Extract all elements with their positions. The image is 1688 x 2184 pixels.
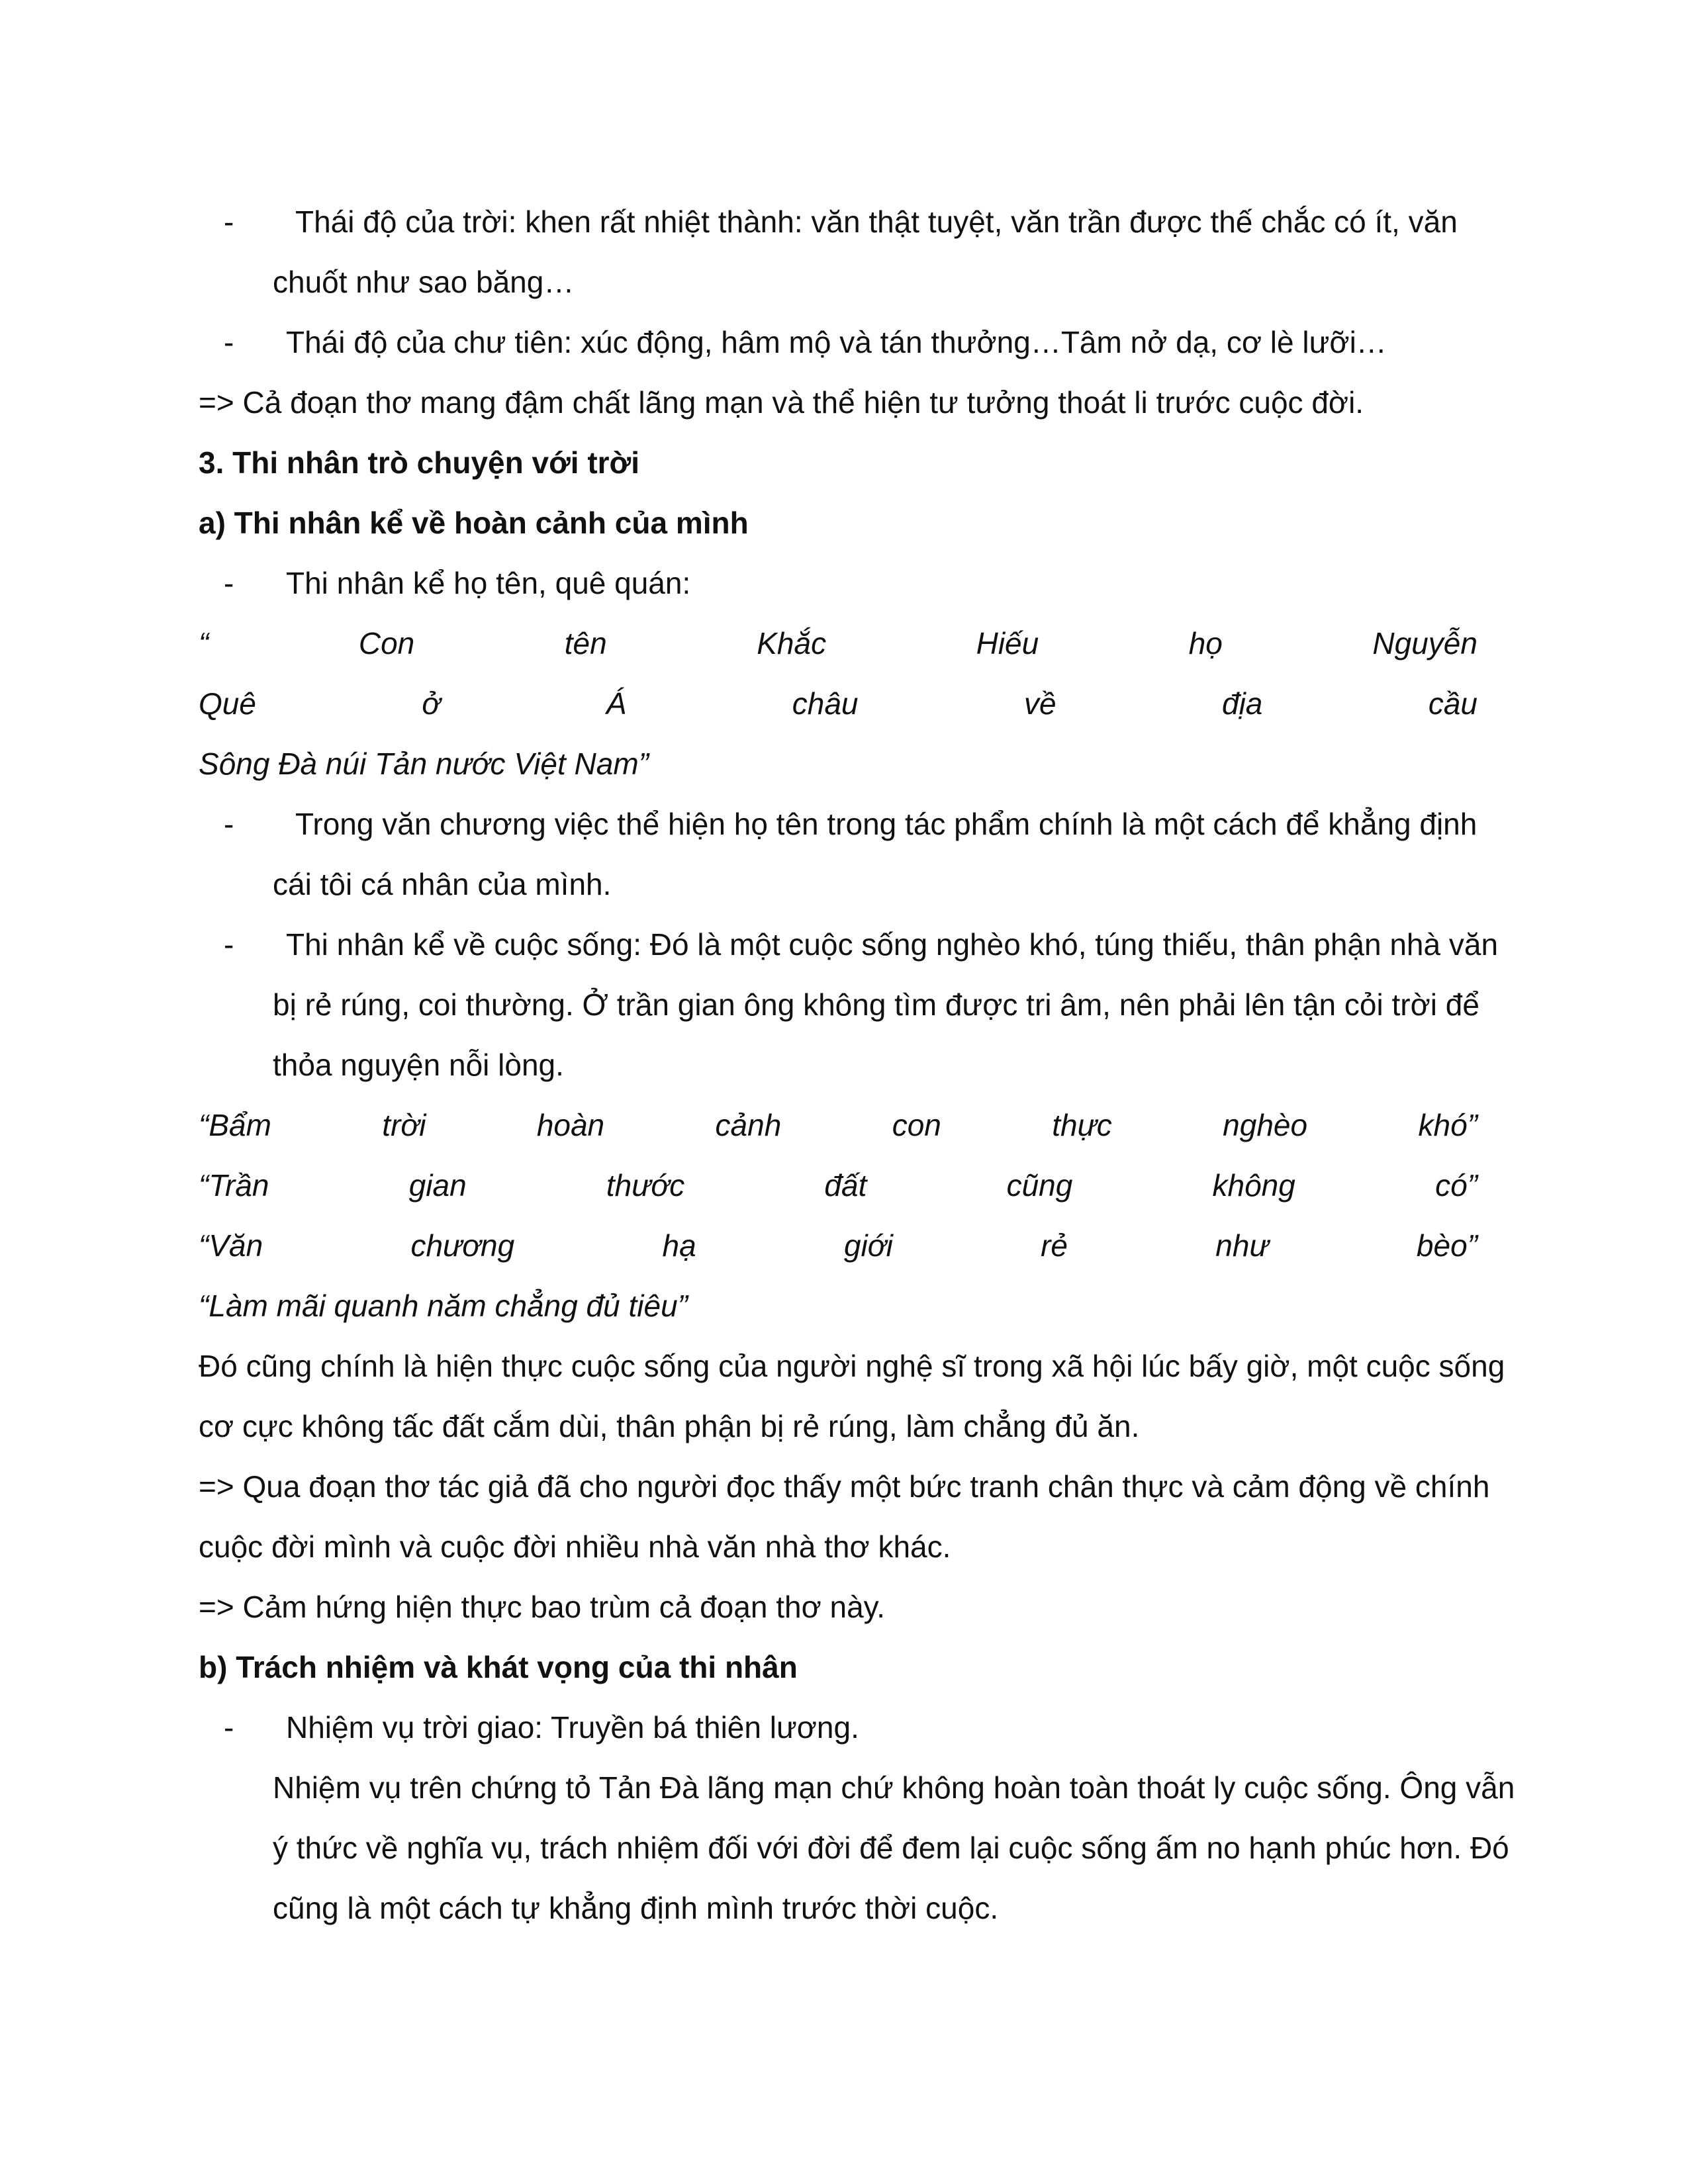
poem-word: chương xyxy=(410,1228,515,1263)
poem-word: gian xyxy=(408,1168,467,1203)
poem-word: trời xyxy=(382,1108,426,1142)
subsection-heading: b) Trách nhiệm và khát vọng của thi nhân xyxy=(199,1650,798,1684)
poem-word: đất xyxy=(824,1168,867,1203)
bullet-item xyxy=(199,1698,1477,1758)
poem-line: Sông Đà núi Tản nước Việt Nam” xyxy=(199,747,649,781)
bullet-dash: - xyxy=(224,205,234,239)
bullet-item xyxy=(199,553,1477,614)
bullet-item xyxy=(199,192,1477,252)
paragraph-line: ý thức về nghĩa vụ, trách nhiệm đối với đời để đem lại cuộc sống ấm no hạnh phúc hơn. Đó xyxy=(273,1831,1509,1865)
poem-word: Nguyễn xyxy=(1372,626,1477,660)
bullet-item xyxy=(199,312,1477,373)
poem-line xyxy=(199,674,1477,734)
poem-line xyxy=(199,1216,1477,1276)
conclusion-text: cuộc đời mình và cuộc đời nhiều nhà văn nhà thơ khác. xyxy=(199,1529,951,1564)
poem-line: “Làm mãi quanh năm chẳng đủ tiêu” xyxy=(199,1289,688,1323)
poem-word: về xyxy=(1023,686,1056,721)
paragraph-line: Đó cũng chính là hiện thực cuộc sống của người nghệ sĩ trong xã hội lúc bấy giờ, một cuộc sống xyxy=(199,1349,1505,1383)
poem-word: Á xyxy=(606,686,627,721)
poem-word: Quê xyxy=(199,686,256,721)
poem-word: cũng xyxy=(1006,1168,1073,1203)
poem-word: hoàn xyxy=(536,1108,605,1142)
poem-word: bèo” xyxy=(1416,1228,1477,1263)
poem-word: như xyxy=(1215,1228,1269,1263)
bullet-text: Thái độ của chư tiên: xúc động, hâm mộ và tán thưởng…Tâm nở dạ, cơ lè lưỡi… xyxy=(286,325,1387,359)
poem-word: Hiếu xyxy=(976,626,1039,660)
poem-word: “Trần xyxy=(199,1168,269,1203)
bullet-text-line: Thái độ của trời: khen rất nhiệt thành: văn thật tuyệt, văn trần được thế chắc có ít, văn xyxy=(295,205,1458,239)
bullet-text: Nhiệm vụ trời giao: Truyền bá thiên lương. xyxy=(286,1710,859,1745)
poem-word: cầu xyxy=(1428,686,1477,721)
bullet-dash: - xyxy=(224,1710,234,1745)
bullet-continuation: thỏa nguyện nỗi lòng. xyxy=(273,1048,564,1082)
paragraph-line: cũng là một cách tự khẳng định mình trước thời cuộc. xyxy=(273,1891,999,1925)
poem-word: con xyxy=(892,1108,941,1142)
bullet-dash: - xyxy=(224,807,234,841)
subsection-heading: a) Thi nhân kể về hoàn cảnh của mình xyxy=(199,506,749,540)
poem-word: nghèo xyxy=(1223,1108,1308,1142)
bullet-dash: - xyxy=(224,325,234,359)
poem-word: không xyxy=(1212,1168,1295,1203)
poem-word: “Bẩm xyxy=(199,1108,271,1142)
bullet-text: Trong văn chương việc thể hiện họ tên trong tác phẩm chính là một cách để khẳng định xyxy=(295,807,1477,841)
poem-word: “ xyxy=(199,626,209,660)
poem-word: giới xyxy=(843,1228,893,1263)
poem-word: rẻ xyxy=(1041,1228,1068,1263)
bullet-item xyxy=(199,915,1499,975)
poem-word: ở xyxy=(422,686,441,721)
poem-line xyxy=(199,1156,1477,1216)
bullet-text: Thi nhân kể họ tên, quê quán: xyxy=(286,566,691,600)
poem-line xyxy=(199,614,1477,674)
bullet-continuation: cái tôi cá nhân của mình. xyxy=(273,867,612,901)
poem-word: có” xyxy=(1435,1168,1477,1203)
poem-word: châu xyxy=(792,686,859,721)
poem-word: họ xyxy=(1188,626,1223,660)
document-page xyxy=(199,192,1515,1938)
poem-word: tên xyxy=(564,626,607,660)
poem-line xyxy=(199,1095,1477,1156)
section-heading: 3. Thi nhân trò chuyện với trời xyxy=(199,445,640,480)
bullet-text xyxy=(295,192,1477,252)
bullet-text: Thi nhân kể về cuộc sống: Đó là một cuộc sống nghèo khó, túng thiếu, thân phận nhà văn xyxy=(286,927,1499,962)
conclusion-text: => Cảm hứng hiện thực bao trùm cả đoạn thơ này. xyxy=(199,1590,886,1624)
bullet-continuation: bị rẻ rúng, coi thường. Ở trần gian ông không tìm được tri âm, nên phải lên tận cỏi trời để xyxy=(273,987,1479,1022)
conclusion-text: => Cả đoạn thơ mang đậm chất lãng mạn và thể hiện tư tưởng thoát li trước cuộc đời. xyxy=(199,385,1364,420)
poem-word: Khắc xyxy=(757,626,827,660)
bullet-dash: - xyxy=(224,566,234,600)
paragraph-line: cơ cực không tấc đất cắm dùi, thân phận bị rẻ rúng, làm chẳng đủ ăn. xyxy=(199,1409,1140,1443)
conclusion-text: => Qua đoạn thơ tác giả đã cho người đọc thấy một bức tranh chân thực và cảm động về chính xyxy=(199,1469,1490,1504)
poem-word: thước xyxy=(606,1168,685,1203)
poem-word: khó” xyxy=(1418,1108,1477,1142)
paragraph-line: Nhiệm vụ trên chứng tỏ Tản Đà lãng mạn chứ không hoàn toàn thoát ly cuộc sống. Ông vẫn xyxy=(273,1770,1515,1805)
poem-word: thực xyxy=(1052,1108,1112,1142)
poem-word: hạ xyxy=(662,1228,696,1263)
poem-word: “Văn xyxy=(199,1228,263,1263)
bullet-item xyxy=(199,794,1477,854)
poem-word: địa xyxy=(1221,686,1263,721)
poem-word: Con xyxy=(358,626,415,660)
bullet-continuation: chuốt như sao băng… xyxy=(273,265,575,299)
poem-word: cảnh xyxy=(715,1108,782,1142)
bullet-dash: - xyxy=(224,927,234,962)
